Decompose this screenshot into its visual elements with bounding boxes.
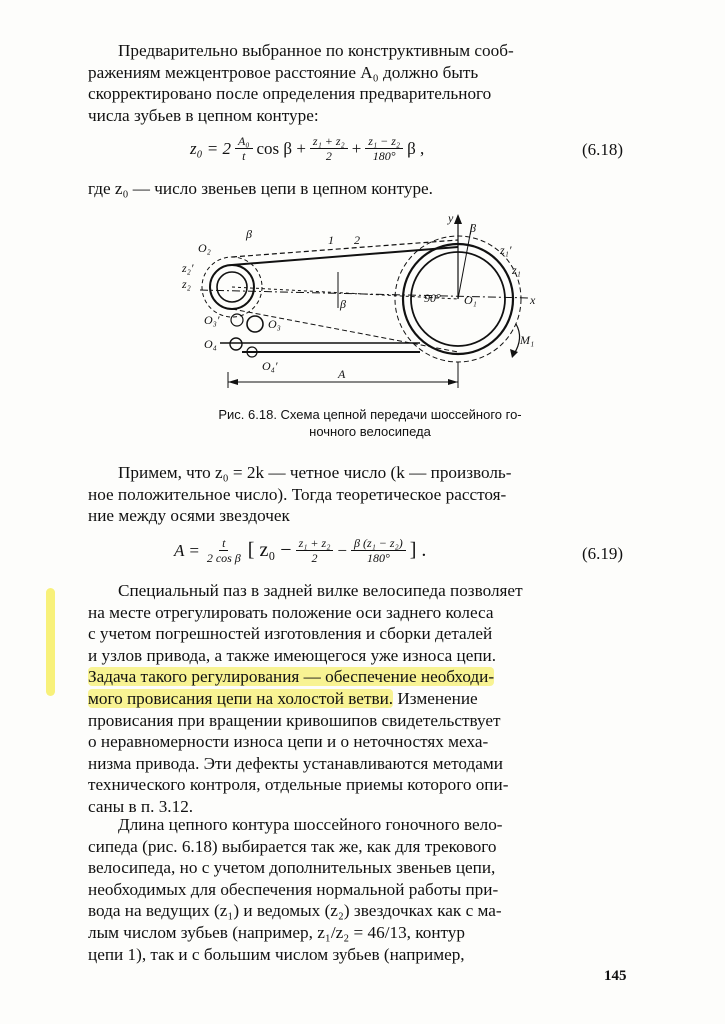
roller-o3-prime (231, 314, 243, 326)
dim-arrow-left (228, 379, 238, 385)
formula-term: β , (407, 138, 425, 158)
moment-arc (514, 324, 520, 354)
formula-operator: − (337, 540, 347, 560)
numerator: β (z₁ − z₂) (351, 536, 406, 551)
denominator: 2 (311, 551, 318, 565)
denominator: 180° (372, 149, 396, 163)
text-line (88, 688, 636, 710)
denominator: t (242, 149, 246, 163)
text-line: с учетом погрешностей изготовления и сборки деталей (88, 624, 493, 644)
text-line: вода на ведущих (z₁) и ведомых (z₂) звездочках как с ма- (88, 901, 502, 921)
formula-lhs: A = (174, 540, 200, 560)
paragraph-3 (88, 580, 636, 818)
formula-operator: + (351, 138, 362, 158)
formula-bracket: ] . (409, 539, 427, 561)
label-90-deg: 90° (424, 291, 441, 305)
where-line (88, 178, 636, 200)
equation-number: (6.18) (582, 140, 624, 159)
y-axis-arrow (454, 214, 462, 224)
text-line: числа зубьев в цепном контуре: (88, 105, 319, 125)
text-line: технического контроля, отдельные приемы которого опи- (88, 775, 509, 795)
highlighted-text: мого провисания цепи на холостой ветви. (88, 688, 394, 708)
label-beta: β (340, 297, 346, 311)
label-chain-2: 2 (354, 233, 360, 247)
label-beta: β (470, 221, 476, 235)
text-span: Изменение (393, 688, 478, 708)
highlighted-text: Задача такого регулирования — обеспечение необходи- (88, 667, 495, 687)
moment-arrow (510, 349, 518, 358)
roller-o4 (230, 338, 242, 350)
fraction (310, 134, 348, 163)
fraction (365, 134, 403, 163)
text-line: ное положительное число). Тогда теоретическое расстоя- (88, 484, 507, 504)
numerator: z₁ + z₂ (310, 134, 348, 149)
label-beta: β (246, 227, 252, 241)
text-line: лым числом зубьев (например, z₁/z₂ = 46/13, контур (88, 922, 465, 942)
denominator: 2 (325, 149, 332, 163)
figure-caption (150, 406, 590, 440)
fraction (204, 536, 244, 565)
text-line: скорректировано после определения предварительного (88, 84, 492, 104)
label-z1: z₁ (512, 263, 521, 277)
label-o2: O₂ (198, 241, 211, 255)
text-line: о неравномерности износа цепи и о неточностях меха- (88, 732, 489, 752)
label-dimension-a: A (338, 367, 346, 381)
text-line: цепи 1), так и с большим числом зубьев (например, (88, 944, 465, 964)
numerator: z₁ + z₂ (296, 536, 334, 551)
text-line: низма привода. Эти дефекты устанавливаются методами (88, 753, 503, 773)
paragraph-1 (88, 40, 636, 126)
chain-drive-diagram (180, 212, 550, 402)
fraction (235, 134, 253, 163)
text-line: ние между осями звездочек (88, 506, 290, 526)
text-line: провисания при вращении кривошипов свидетельствует (88, 710, 501, 730)
formula-term: cos β + (256, 138, 306, 158)
text-line: ражениям межцентровое расстояние A₀ должно быть (88, 62, 479, 82)
fraction (351, 536, 406, 565)
text-line: Примем, что z₀ = 2k — четное число (k — произволь- (118, 463, 512, 482)
formula-6-19 (174, 536, 426, 565)
text-line: Длина цепного контура шоссейного гоночного вело- (118, 815, 503, 834)
label-o4-prime: O₄′ (262, 359, 278, 373)
label-z2: z₂ (182, 277, 191, 291)
highlighter-margin-mark (46, 588, 55, 696)
roller-o3 (247, 316, 263, 332)
caption-line: ночного велосипеда (309, 424, 431, 439)
paragraph-4 (88, 814, 636, 965)
text-line: Специальный паз в задней вилке велосипеда позволяет (118, 581, 523, 600)
text-line: на месте отрегулировать положение оси заднего колеса (88, 602, 494, 622)
numerator: z₁ − z₂ (365, 134, 403, 149)
denominator: 2 cos β (206, 551, 241, 565)
numerator: A₀ (235, 134, 253, 149)
text-line: Предварительно выбранное по конструктивным сооб- (118, 41, 514, 60)
label-m1: M₁ (520, 333, 535, 347)
text-line (88, 666, 636, 688)
label-o1: O₁ (464, 293, 477, 307)
label-x-axis: x (530, 293, 536, 307)
formula-bracket: [ z₀ − (247, 539, 292, 561)
label-o4: O₄ (204, 337, 217, 351)
caption-line: Рис. 6.18. Схема цепной передачи шоссейного го- (218, 407, 522, 422)
text-line: и узлов привода, а также имеющегося уже износа цепи. (88, 645, 497, 665)
formula-6-18 (190, 134, 424, 163)
label-chain-1: 1 (328, 233, 334, 247)
text-line: необходимых для обеспечения нормальной работы при- (88, 879, 499, 899)
label-z2-prime: z₂′ (182, 261, 194, 275)
beta-ray (458, 224, 472, 299)
paragraph-2 (88, 462, 636, 527)
text-line: саны в п. 3.12. (88, 796, 194, 816)
label-z1-prime: z₁′ (500, 243, 512, 257)
label-y-axis: y (448, 212, 454, 225)
text-line: сипеда (рис. 6.18) выбирается так же, как для трекового (88, 836, 497, 856)
fraction (296, 536, 334, 565)
label-o3-prime: O₃′ (204, 313, 220, 327)
dim-arrow-right (448, 379, 458, 385)
denominator: 180° (366, 551, 390, 565)
text-line: велосипеда, но с учетом дополнительных звеньев цепи, (88, 858, 496, 878)
text-line: где z₀ — число звеньев цепи в цепном контуре. (88, 179, 433, 198)
label-o3: O₃ (268, 317, 281, 331)
numerator: t (219, 536, 228, 551)
formula-lhs: z₀ = 2 (190, 138, 231, 158)
page-number: 145 (604, 968, 627, 984)
equation-number: (6.19) (582, 544, 624, 563)
